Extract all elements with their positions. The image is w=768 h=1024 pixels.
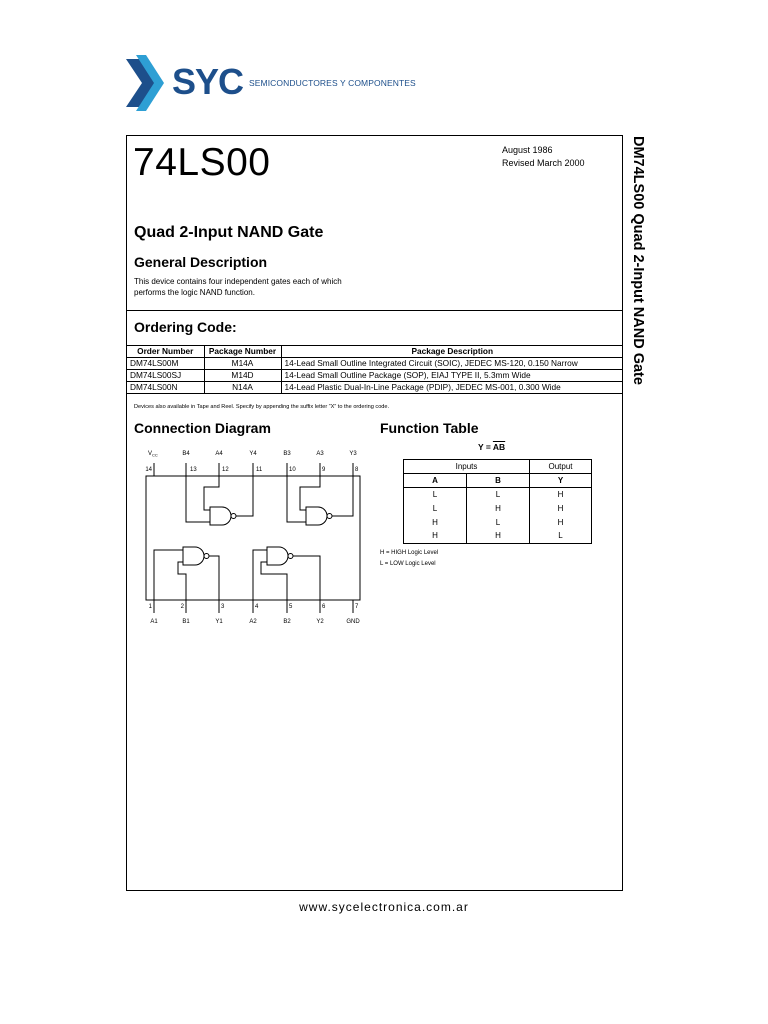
output-group-header: Output — [530, 460, 592, 474]
gate-3-input-b-wire — [287, 476, 306, 522]
pin-3-number: 3 — [221, 604, 225, 610]
pin-13-number: 13 — [190, 467, 197, 473]
pin-8-number: 8 — [355, 467, 359, 473]
gate-4-output-wire — [236, 476, 253, 516]
table-row — [404, 488, 592, 502]
order-number-cell: DM74LS00M — [127, 358, 204, 370]
side-title-text: DM74LS00 Quad 2-Input NAND Gate — [630, 136, 646, 385]
general-description-text: This device contains four independent gates each of which performs the logic NAND function. — [134, 277, 342, 297]
function-table-group-header — [404, 460, 592, 474]
section-divider — [127, 310, 623, 311]
pin-11-number: 11 — [256, 467, 263, 473]
col-a: A — [404, 474, 467, 488]
pin-5-number: 5 — [289, 604, 293, 610]
col-y: Y — [530, 474, 592, 488]
connection-diagram — [143, 446, 368, 628]
package-number-cell: M14A — [204, 358, 281, 370]
gate-4-input-b-wire — [186, 476, 210, 522]
pin-9-name: A3 — [316, 451, 324, 457]
logo-chevron-icon — [126, 55, 170, 111]
pin-6-name: Y2 — [316, 619, 324, 625]
pin-14-number: 14 — [145, 467, 152, 473]
table-row — [404, 502, 592, 516]
function-table-col-header — [404, 474, 592, 488]
col-package-number: Package Number — [204, 346, 281, 358]
nand-gate-4-bubble — [231, 514, 236, 519]
nand-gate-2 — [267, 547, 288, 565]
pin-5-name: B2 — [283, 619, 291, 625]
logic-equation — [478, 442, 505, 452]
footer-website[interactable]: www.sycelectronica.com.ar — [299, 900, 469, 914]
company-logo — [126, 55, 416, 111]
nand-gate-4 — [210, 507, 231, 525]
logic-equation-term: $\overline{AB}$ — [492, 442, 506, 452]
vcc-label: $V_{CC}$ — [148, 451, 158, 458]
cell-b: H — [467, 502, 530, 516]
order-number-cell: DM74LS00SJ — [127, 370, 204, 382]
gate-2-input-b-wire — [261, 562, 287, 600]
logic-level-legend — [380, 548, 438, 570]
gate-1-output-wire — [209, 556, 219, 600]
pin-12-number: 12 — [222, 467, 229, 473]
col-b: B — [467, 474, 530, 488]
ordering-table — [127, 345, 623, 394]
pin-7-name: GND — [346, 619, 360, 625]
gate-2-input-a-wire — [253, 550, 267, 600]
cell-y: L — [530, 530, 592, 544]
inputs-group-header: Inputs — [404, 460, 530, 474]
cell-y: H — [530, 502, 592, 516]
cell-y: H — [530, 516, 592, 530]
original-date: August 1986 — [502, 145, 553, 155]
nand-gate-2-bubble — [288, 554, 293, 559]
col-order-number: Order Number — [127, 346, 204, 358]
gate-4-input-a-wire — [204, 476, 219, 510]
function-table — [403, 459, 592, 544]
table-row — [404, 530, 592, 544]
package-number-cell: M14D — [204, 370, 281, 382]
cell-a: H — [404, 516, 467, 530]
ordering-table-header — [127, 346, 623, 358]
table-row — [404, 516, 592, 530]
order-number-cell: DM74LS00N — [127, 382, 204, 394]
cell-b: H — [467, 530, 530, 544]
logo-tagline: SEMICONDUCTORES Y COMPONENTES — [249, 78, 416, 88]
pin-6-number: 6 — [322, 604, 326, 610]
table-row — [127, 370, 623, 382]
ordering-note: Devices also available in Tape and Reel. Specify by appending the suffix letter “X” to the ordering code. — [134, 404, 390, 410]
gate-1-input-a-wire — [154, 550, 183, 600]
cell-b: L — [467, 488, 530, 502]
col-package-description: Package Description — [281, 346, 623, 358]
pin-1-number: 1 — [148, 604, 152, 610]
pin-3-name: Y1 — [215, 619, 223, 625]
part-number: 74LS00 — [133, 141, 271, 184]
logic-equation-prefix: Y = — [478, 442, 493, 452]
pin-12-name: A4 — [215, 451, 223, 457]
nand-gate-1 — [183, 547, 204, 565]
pin-7-number: 7 — [355, 604, 359, 610]
connection-diagram-heading: Connection Diagram — [134, 420, 271, 436]
table-row — [127, 382, 623, 394]
cell-y: H — [530, 488, 592, 502]
date-block — [502, 144, 585, 170]
gate-1-input-b-wire — [178, 562, 186, 600]
nand-gate-3 — [306, 507, 327, 525]
nand-gate-3-bubble — [327, 514, 332, 519]
revised-date: Revised March 2000 — [502, 158, 585, 168]
pin-1-name: A1 — [150, 619, 158, 625]
cell-a: L — [404, 502, 467, 516]
ordering-code-heading: Ordering Code: — [134, 319, 237, 335]
gate-3-input-a-wire — [300, 476, 320, 510]
pin-4-number: 4 — [255, 604, 259, 610]
gate-2-output-wire — [293, 556, 320, 600]
pin-2-number: 2 — [180, 604, 184, 610]
pin-10-number: 10 — [289, 467, 296, 473]
pin-4-name: A2 — [249, 619, 257, 625]
legend-high: H = HIGH Logic Level — [380, 550, 439, 556]
pin-11-name: Y4 — [249, 451, 257, 457]
general-description-heading: General Description — [134, 254, 268, 270]
pin-8-name: Y3 — [349, 451, 357, 457]
pin-10-name: B3 — [283, 451, 291, 457]
package-description-cell: 14-Lead Small Outline Package (SOP), EIAJ TYPE II, 5.3mm Wide — [281, 370, 623, 382]
package-description-cell: 14-Lead Small Outline Integrated Circuit (SOIC), JEDEC MS-120, 0.150 Narrow — [281, 358, 623, 370]
legend-low: L = LOW Logic Level — [380, 561, 436, 567]
nand-gate-1-bubble — [204, 554, 209, 559]
logo-brand: SYC — [172, 61, 244, 102]
pin-9-number: 9 — [322, 467, 326, 473]
package-number-cell: N14A — [204, 382, 281, 394]
pin-13-name: B4 — [182, 451, 190, 457]
gate-3-output-wire — [332, 476, 353, 516]
function-table-heading: Function Table — [380, 420, 479, 436]
pin-2-name: B1 — [182, 619, 190, 625]
cell-b: L — [467, 516, 530, 530]
cell-a: H — [404, 530, 467, 544]
main-title: Quad 2-Input NAND Gate — [134, 224, 324, 241]
package-description-cell: 14-Lead Plastic Dual-In-Line Package (PDIP), JEDEC MS-001, 0.300 Wide — [281, 382, 623, 394]
side-title — [627, 136, 649, 385]
table-row — [127, 358, 623, 370]
cell-a: L — [404, 488, 467, 502]
